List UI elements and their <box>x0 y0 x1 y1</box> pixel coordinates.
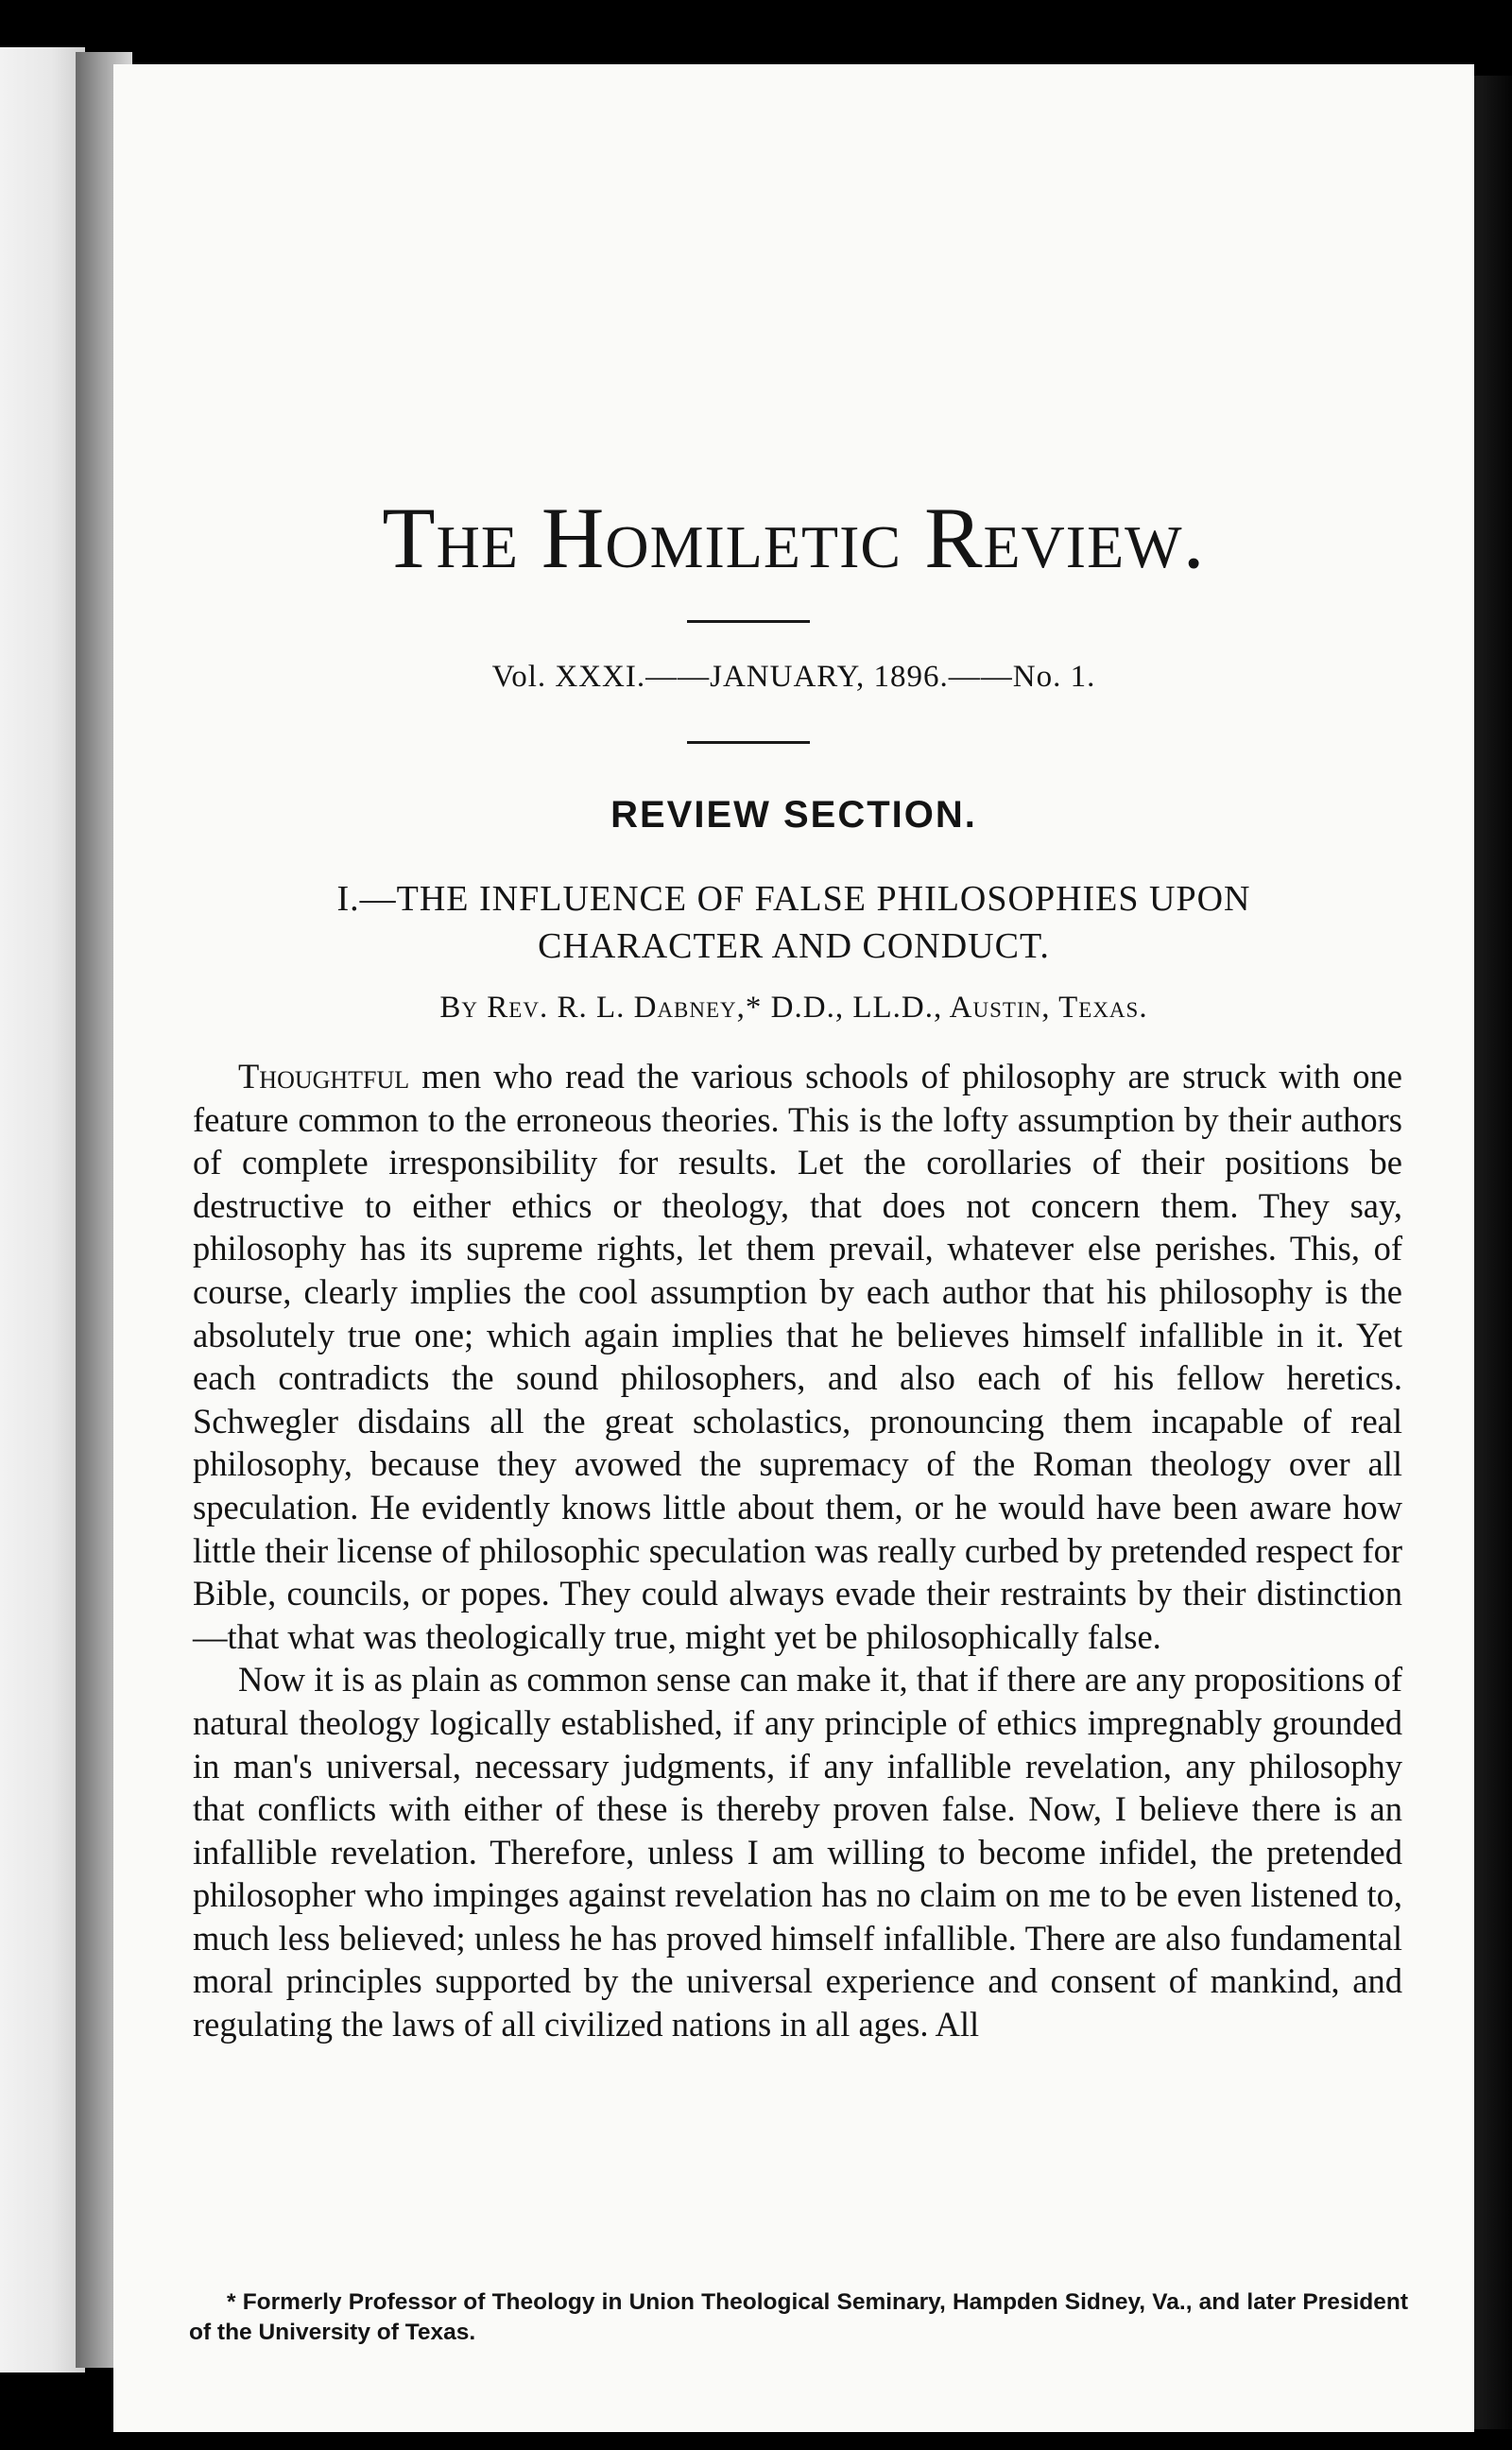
title-rule-top <box>687 620 810 623</box>
article-title-line-2: CHARACTER AND CONDUCT. <box>538 926 1050 966</box>
right-page-edge <box>1474 76 1512 2429</box>
article-title-line-1: I.—THE INFLUENCE OF FALSE PHILOSOPHIES UPON <box>336 879 1251 919</box>
article-title <box>208 875 1380 970</box>
issue-line: Vol. XXXI.——JANUARY, 1896.——No. 1. <box>491 660 1096 694</box>
footnote: * Formerly Professor of Theology in Union Theological Seminary, Hampden Sidney, Va., and later President of the University of Texas. <box>189 2289 1408 2345</box>
article-body <box>193 1055 1402 2046</box>
facing-page-edge <box>0 47 85 2372</box>
paragraph-1-lead: Thoughtful <box>238 1057 410 1096</box>
title-rule-bottom <box>687 741 810 744</box>
journal-title: The Homiletic Review. <box>382 490 1206 586</box>
journal-page <box>113 64 1474 2432</box>
paragraph-1-text: men who read the various schools of philosophy are struck with one feature common to the erroneous theories. This is the lofty assumption by their authors of complete irresponsibility for results. Let the corollaries of their positions be destructive to either ethics or theology, that does not concern them. They say, philosophy has its supreme rights, let them prevail, whatever else perishes. This, of course, clearly implies the cool assumption by each author that his philosophy is the absolutely true one; which again implies that he believes himself infallible in it. Yet each contradicts the sound philosophers, and also each of his fellow heretics. Schwegler disdains all the great scholastics, pronouncing them incapable of real philosophy, because they avowed the supremacy of the Roman theology over all speculation. He evidently knows little about them, or he would have been aware how little their license of philosophic speculation was really curbed by pretended respect for Bible, councils, or popes. They could always evade their restraints by their distinction—that what was theologically true, might yet be philosophically false. <box>193 1057 1402 1656</box>
article-byline: By Rev. R. L. Dabney,* D.D., LL.D., Austin, Texas. <box>439 991 1148 1025</box>
paragraph-1 <box>193 1055 1402 1658</box>
paragraph-2: Now it is as plain as common sense can make it, that if there are any propositions of natural theology logically established, if any principle of ethics impregnably grounded in man's universal, necessary judgments, if any infallible revelation, any philosophy that conflicts with either of these is thereby proven false. Now, I believe there is an infallible revelation. Therefore, unless I am willing to become infidel, the pretended philosopher who impinges against revelation has no claim on me to be even listened to, much less believed; unless he has proved himself infallible. There are also fundamental moral principles supported by the universal experience and consent of mankind, and regulating the laws of all civilized nations in all ages. All <box>193 1660 1402 2045</box>
section-heading: REVIEW SECTION. <box>610 794 977 836</box>
